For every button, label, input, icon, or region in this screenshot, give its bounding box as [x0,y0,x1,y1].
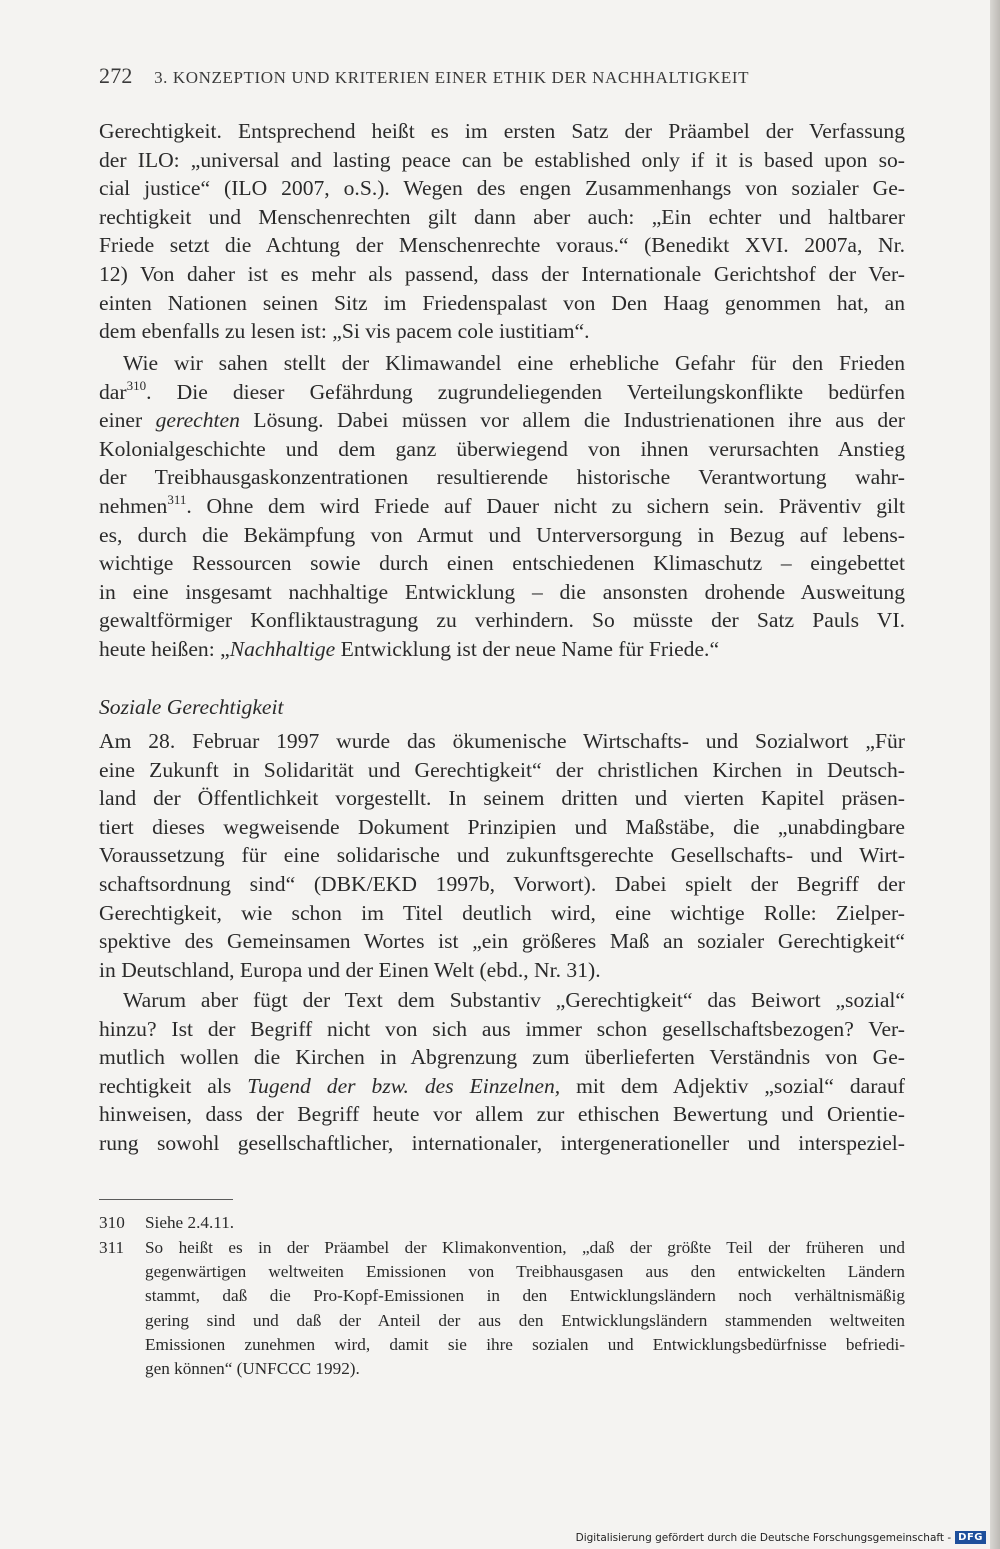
text-line: der ILO: „universal and lasting peace can be established only if it is based upon so- [99,147,905,172]
text-line: cial justice“ (ILO 2007, o.S.). Wegen des engen Zusammenhangs von sozialer Ge- [99,176,905,201]
footnote-number: 310 [99,1213,125,1232]
text-line: Gerechtigkeit, wie schon im Titel deutlich wird, eine wichtige Rolle: Zielper- [99,900,905,925]
footnote-line: So heißt es in der Präambel der Klimakonvention, „daß der größte Teil der früheren und [145,1238,905,1257]
footnote-line: gering sind und daß der Anteil der aus den Entwicklungsländern stammenden weltweiten [145,1310,905,1330]
text-line: der Treibhausgaskonzentrationen resultierende historische Verantwortung wahr- [99,465,905,490]
text-line: tiert dieses wegweisende Dokument Prinzipien und Maßstäbe, die „unabdingbare [99,814,905,839]
text-line: schaftsordnung sind“ (DBK/EKD 1997b, Vorwort). Dabei spielt der Begriff der [99,871,905,896]
italic-emphasis: Tugend der bzw. des Einzelnen, [247,1073,561,1098]
footnote-310 [99,1211,905,1235]
paragraph-2 [99,349,905,664]
text-line: Friede setzt die Achtung der Menschenrechte voraus.“ (Benedikt XVI. 2007a, Nr. [99,233,905,258]
text-segment: . Ohne dem wird Friede auf Dauer nicht zu sichern sein. Präventiv gilt [186,493,905,518]
text-line: Voraussetzung für eine solidarische und zukunftsgerechte Gesellschafts- und Wirt- [99,843,905,868]
footnote-rule [99,1199,233,1200]
text-line: Kolonialgeschichte und dem ganz überwiegend von ihnen verursachten Anstieg [99,436,905,461]
text-segment: nehmen [99,493,168,518]
text-line: Am 28. Februar 1997 wurde das ökumenische Wirtschafts- und Sozialwort „Für [99,729,905,753]
text-line: 12) Von daher ist es mehr als passend, dass der Internationale Gerichtshof der Ver- [99,261,905,286]
text-line: Warum aber fügt der Text dem Substantiv „Gerechtigkeit“ das Beiwort „sozial“ [123,988,905,1012]
footnote-line: gen können“ (UNFCCC 1992). [145,1359,360,1379]
digitization-footer [576,1531,986,1544]
footnote-line: Siehe 2.4.11. [145,1213,235,1232]
text-line: einten Nationen seinen Sitz im Friedenspalast von Den Haag genommen hat, an [99,290,905,315]
text-line: hinweisen, dass der Begriff heute vor allem zur ethischen Bewertung und Orientie- [99,1102,905,1127]
text-segment: Entwicklung ist der neue Name für Friede.“ [335,636,720,661]
text-line: mutlich wollen die Kirchen in Abgrenzung zum überlieferten Verständnis von Ge- [99,1045,905,1070]
text-line: in Deutschland, Europa und der Einen Welt (ebd., Nr. 31). [99,957,601,982]
footnote-ref-310[interactable]: 310 [126,377,147,393]
footnote-body [145,1211,905,1235]
paragraph-1 [99,117,905,346]
section-heading: Soziale Gerechtigkeit [99,695,284,719]
footnote-body [145,1236,905,1381]
footnote-311 [99,1236,905,1381]
text-line [99,406,905,435]
chapter-title: 3. KONZEPTION UND KRITERIEN EINER ETHIK DER NACHHALTIGKEIT [154,68,750,87]
text-segment: rechtigkeit als [99,1073,248,1098]
footnote-number: 311 [99,1238,125,1257]
footnote-line: gegenwärtigen weltweiten Emissionen von Treibhausgasen aus den entwickelten Ländern [145,1262,905,1282]
footnote-line: Emissionen zunehmen wird, damit sie ihre sozialen und Entwicklungsbedürfnisse befriedi- [145,1334,905,1354]
text-line: spektive des Gemeinsamen Wortes ist „ein größeres Maß an sozialer Gerechtigkeit“ [99,929,905,954]
footer-text: Digitalisierung gefördert durch die Deutsche Forschungsgemeinschaft - [575,1531,952,1544]
text-segment: . Die dieser Gefährdung zugrundeliegenden Verteilungskonflikte bedürfen [146,379,905,404]
text-segment: einer [99,408,156,433]
paragraph-3 [99,727,905,984]
page-number: 272 [99,63,133,88]
text-line [99,492,905,521]
text-line: dem ebenfalls zu lesen ist: „Si vis pacem cole iustitiam“. [99,319,590,344]
text-line: Gerechtigkeit. Entsprechend heißt es im ersten Satz der Präambel der Verfassung [99,119,905,143]
text-line [99,1072,905,1101]
text-line: rechtigkeit und Menschenrechten gilt dann aber auch: „Ein echter und haltbarer [99,204,905,229]
text-line: hinzu? Ist der Begriff nicht von sich aus immer schon gesellschaftsbezogen? Ver- [99,1016,905,1041]
page-edge [990,0,1000,1549]
text-line: gewaltförmiger Konfliktaustragung zu verhindern. So müsste der Satz Pauls VI. [99,608,905,633]
italic-emphasis: gerechten [155,408,240,433]
text-line: eine Zukunft in Solidarität und Gerechtigkeit“ der christlichen Kirchen in Deutsch- [99,757,905,782]
italic-emphasis: Nachhaltige [229,636,336,661]
text-line: rung sowohl gesellschaftlicher, internationaler, intergenerationeller und interspeziel- [99,1130,905,1155]
text-line: es, durch die Bekämpfung von Armut und Unterversorgung in Bezug auf lebens- [99,522,905,547]
dfg-logo: DFG [955,1531,986,1544]
paragraph-4 [99,986,905,1158]
text-line: land der Öffentlichkeit vorgestellt. In seinem dritten und vierten Kapitel präsen- [99,786,905,811]
text-line [99,635,905,664]
text-line: in eine insgesamt nachhaltige Entwicklung – die ansonsten drohende Ausweitung [99,579,905,604]
text-line [99,378,905,407]
text-segment: Lösung. Dabei müssen vor allem die Industrienationen ihre aus der [239,408,905,433]
text-line: wichtige Ressourcen sowie durch einen entschiedenen Klimaschutz – eingebettet [99,551,905,576]
footnote-ref-311[interactable]: 311 [167,491,187,507]
text-segment: heute heißen: „ [99,636,230,661]
text-line: Wie wir sahen stellt der Klimawandel eine erhebliche Gefahr für den Frieden [123,351,905,375]
footnote-line: stammt, daß die Pro-Kopf-Emissionen in den Entwicklungsländern noch verhältnismäßig [145,1286,905,1306]
text-segment: dar [99,379,127,404]
running-header [99,63,905,89]
text-segment: mit dem Adjektiv „sozial“ darauf [560,1073,905,1098]
